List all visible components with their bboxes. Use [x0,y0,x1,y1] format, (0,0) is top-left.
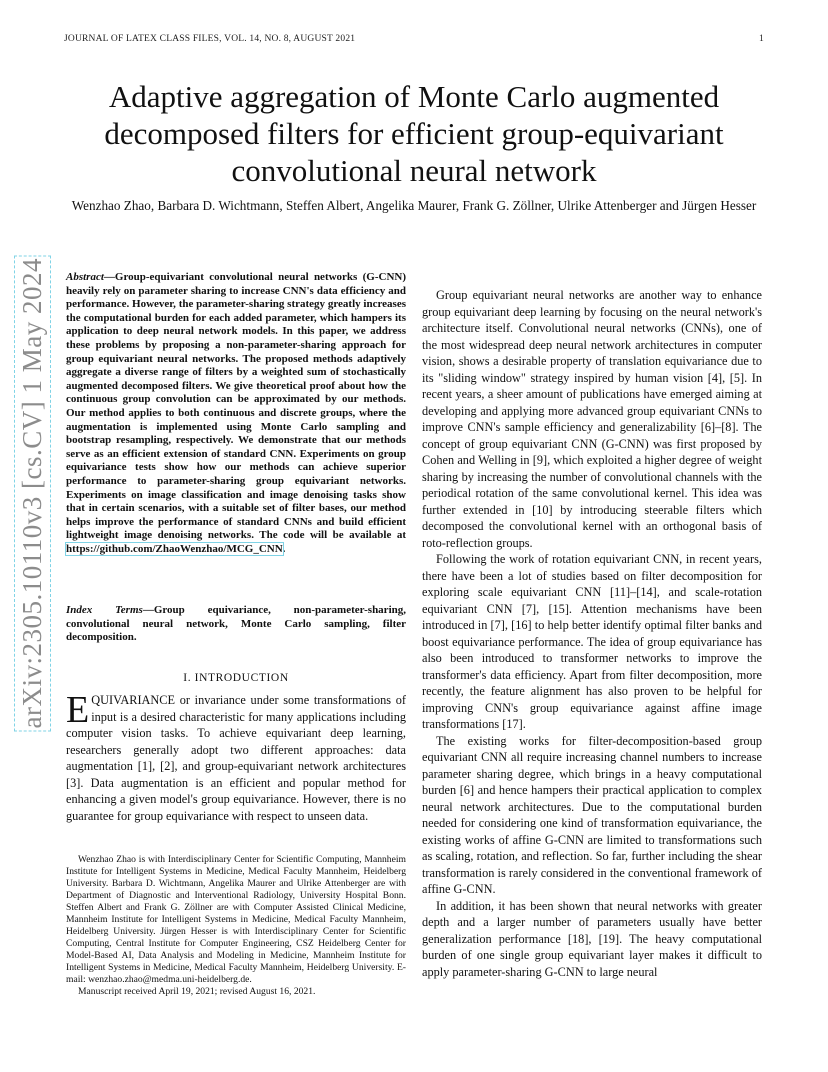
footnote [66,854,406,998]
paper-title [40,78,788,189]
right-column [422,287,762,980]
arxiv-stamp [12,258,52,728]
drop-cap: E [66,689,90,731]
footnote-manuscript: Manuscript received April 19, 2021; revised August 16, 2021. [78,986,316,997]
index-terms-label: Index Terms [66,604,143,616]
page-number: 1 [759,34,764,44]
section-heading: I. INTRODUCTION [183,672,289,684]
index-terms [66,604,406,645]
body-paragraph: Following the work of rotation equivariant CNN, in recent years, there have been a lot of studies based on filter decomposition for exploring scale equivariant CNN [11]–[14], and scale-rotation equivariant CNN [7], [15]. Attention mechanisms have been introduced in [7], [16] to help better identify optimal filter banks and boost equivariance performance. The idea of group equivariance has also been introduced to transformer networks to improve the transformer's data efficiency. Apart from filter decomposition, more recently, the feature alignment has also proven to be helpful for improving CNN's group equivariance against affine image transformations [17]. [422,552,762,731]
running-header [64,34,764,44]
body-paragraph: The existing works for filter-decomposition-based group equivariant CNN all require increasing channel numbers to increase parameter sharing degree, which brings in a heavy computational burden [6] and hence hampers their practical application to complex neural network architectures. Due to the computational burden needed for considering one kind of transformation equivariance, the existing works of affine G-CNN are limited to transformations such as scaling, rotation, and reflection. So far, further including the shear transformation is rarely considered in the conventional framework of affine G-CNN. [422,733,762,896]
title-line: decomposed filters for efficient group-equivariant [104,116,724,151]
abstract-label: Abstract [66,271,104,283]
abstract-text: —Group-equivariant convolutional neural networks (G-CNN) heavily rely on parameter sharing to increase CNN's data efficiency and performance. However, the parameter-sharing strategy greatly increases the computational burden for each added parameter, which hampers its application to deep neural network models. In this paper, we address these problems by proposing a non-parameter-sharing approach for group equivariant neural networks. The proposed methods adaptively aggregate a diverse range of filters by a weighted sum of stochastically augmented decomposed filters. We give theoretical proof about how the continuous group convolution can be approximated by our methods. Our method applies to both continuous and discrete groups, where the augmentation is implemented using Monte Carlo sampling and bootstrap resampling, respectively. We demonstrate that our methods serve as an efficient extension of standard CNN. Experiments on group equivariance tests show how our methods can achieve superior performance to parameter-sharing group equivariant networks. Experiments on image classification and image denoising tasks show that in certain scenarios, with a suitable set of filter bases, our method helps improve the performance of standard CNNs and build efficient lightweight image denoising networks. The code will be available at [66,271,406,542]
code-link[interactable]: https://github.com/ZhaoWenzhao/MCG_CNN [66,542,283,555]
footnote-affiliations: Wenzhao Zhao is with Interdisciplinary Center for Scientific Computing, Mannheim Institute for Intelligent Systems in Medicine, Medical Faculty Mannheim, Heidelberg University. Barbara D. Wichtmann, Angelika Maurer and Ulrike Attenberger are with Department of Diagnostic and Interventional Radiology, University Hospital Bonn. Steffen Albert and Frank G. Zöllner are with Computer Assisted Clinical Medicine, Mannheim Institute for Intelligent Systems in Medicine, Medical Faculty Mannheim, Heidelberg University. Jürgen Hesser is with Interdisciplinary Center for Scientific Computing, Central Institute for Computer Engineering, CSZ Heidelberg Center for Model-Based AI, Data Analysis and Modeling in Medicine, Mannheim Institute for Intelligent Systems in Medicine, Medical Faculty Mannheim, Heidelberg University. E-mail: wenzhao.zhao@medma.uni-heidelberg.de. [66,854,406,985]
arxiv-id-link[interactable]: arXiv:2305.10110v3 [cs.CV] 1 May 2024 [16,257,47,729]
index-terms-text: —Group equivariance, non-parameter-sharing, convolutional neural network, Monte Carlo sampling, filter decomposition. [66,604,406,644]
intro-paragraph [66,689,406,824]
journal-name: JOURNAL OF LATEX CLASS FILES, VOL. 14, NO. 8, AUGUST 2021 [64,34,356,44]
body-paragraph: In addition, it has been shown that neural networks with greater depth and a larger number of parameters usually have better generalization performance [18], [19]. The heavy computational burden of one single group equivariant layer makes it difficult to apply parameter-sharing G-CNN to large neural [422,898,762,979]
intro-text: QUIVARIANCE or invariance under some transformations of input is a desired characteristic for many applications including computer vision tasks. To achieve equivariant deep learning, researchers generally adopt two different approaches: data augmentation [1], [2], and group-equivariant network architectures [3]. Data augmentation is an efficient and popular method for enhancing a given model's group equivariance. However, there is no guarantee for group equivariance with respect to unseen data. [66,693,406,823]
author-list: Wenzhao Zhao, Barbara D. Wichtmann, Steffen Albert, Angelika Maurer, Frank G. Zöllner, Ulrike Attenberger and Jürgen Hesser [71,198,757,213]
abstract-end: . [282,542,286,555]
title-line: Adaptive aggregation of Monte Carlo augmented [108,79,720,114]
abstract [66,271,406,556]
body-paragraph: Group equivariant neural networks are another way to enhance group equivariant deep learning by focusing on the neural network's architecture itself. Convolutional neural networks (CNNs), one of the most widespread deep neural network architectures in computer vision, shows a desirable property of translation equivariance due to its "sliding window" strategy inspired by human vision [4], [5]. In recent years, a sheer amount of publications have emerged aiming at developing and applying more advanced group equivariant CNNs to improve CNN's sample efficiency and generalizability [6]–[8]. The concept of group equivariant CNN (G-CNN) was first proposed by Cohen and Welling in [9], which exploited a higher degree of weight sharing by increasing the number of convolutional channels with the periodical rotation of the same convolutional kernel. This idea was further extended in [10] by introducing steerable filters which decomposed the convolutional kernel with an orthogonal basis of roto-reflection groups. [422,288,762,550]
title-line: convolutional neural network [231,153,597,188]
